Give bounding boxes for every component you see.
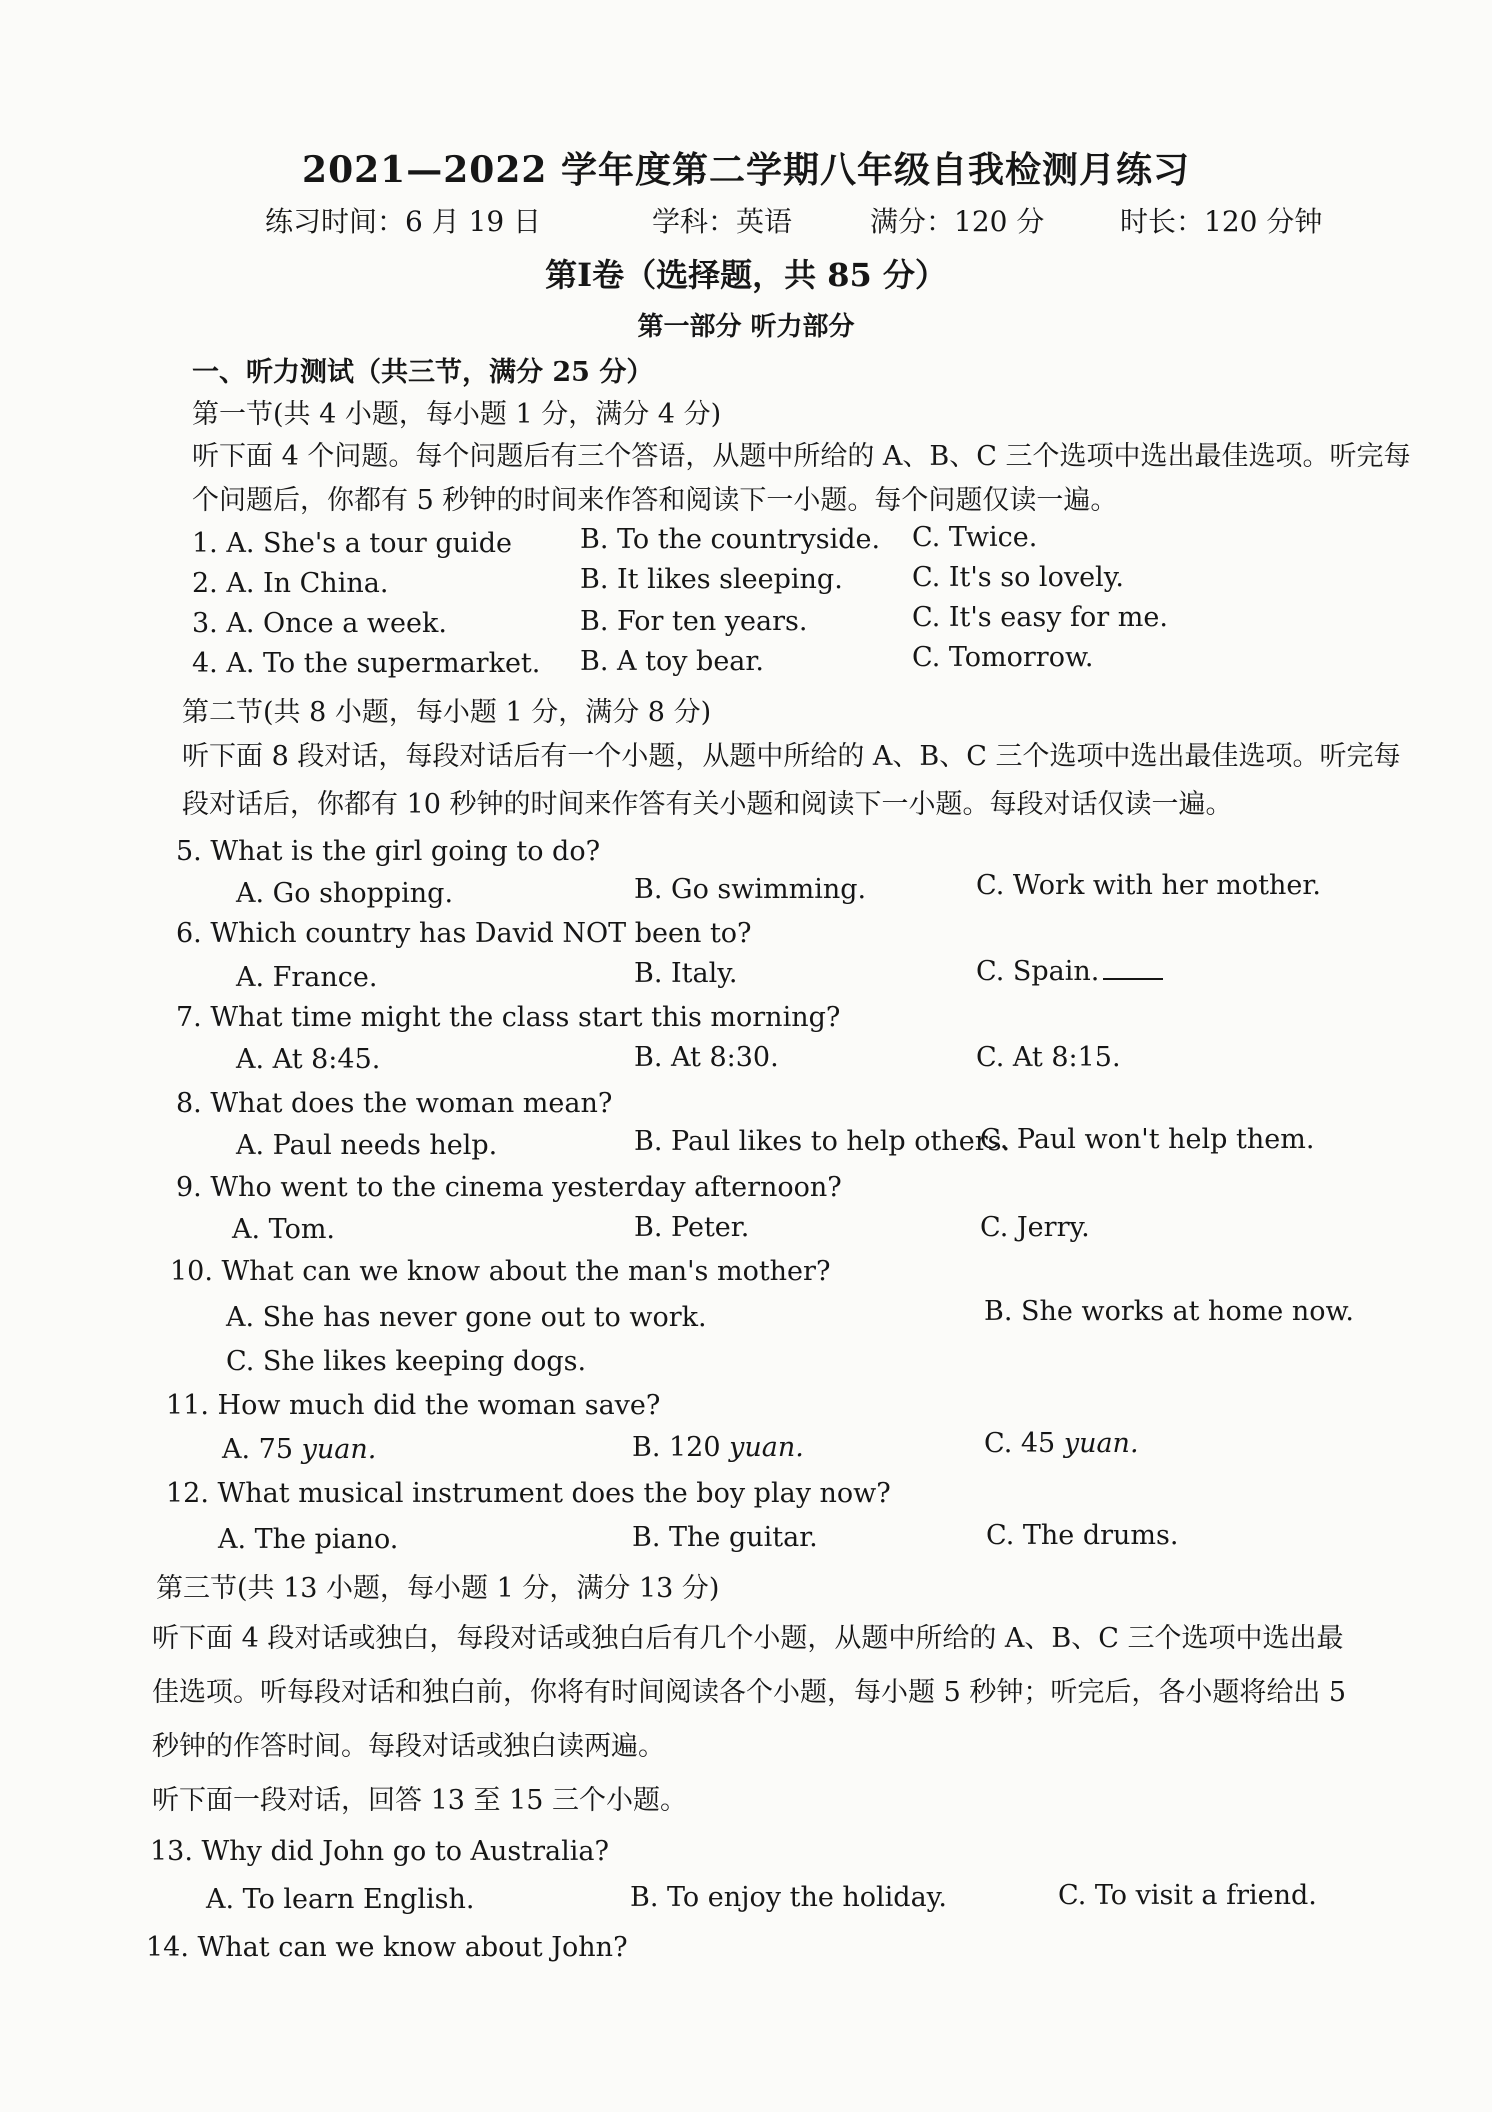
q9-option-b: B. Peter. <box>634 1212 750 1243</box>
q13-option-b: B. To enjoy the holiday. <box>630 1882 947 1913</box>
q14-question: 14. What can we know about John? <box>146 1932 628 1963</box>
q10-question: 10. What can we know about the man's mother? <box>170 1256 831 1287</box>
q7-question: 7. What time might the class start this morning? <box>176 1002 841 1033</box>
q12-question: 12. What musical instrument does the boy play now? <box>166 1478 891 1509</box>
q10-option-c: C. She likes keeping dogs. <box>226 1346 587 1377</box>
q9-question: 9. Who went to the cinema yesterday afternoon? <box>176 1172 842 1203</box>
q12-option-a: A. The piano. <box>218 1524 399 1555</box>
s1-heading: 第一节(共 4 小题，每小题 1 分，满分 4 分) <box>192 399 722 430</box>
q9-option-c: C. Jerry. <box>980 1212 1090 1243</box>
s2-heading: 第二节(共 8 小题，每小题 1 分，满分 8 分) <box>182 697 712 728</box>
exam-duration: 时长：120 分钟 <box>1120 205 1323 238</box>
q10-option-a: A. She has never gone out to work. <box>226 1302 707 1333</box>
q5-option-c: C. Work with her mother. <box>976 870 1321 901</box>
s1-instruction: 听下面 4 个问题。每个问题后有三个答语，从题中所给的 A、B、C 三个选项中选出最佳选项。听完每 <box>192 441 1411 472</box>
q11-option-b-value: B. 120 <box>632 1432 721 1463</box>
s2-instruction: 段对话后，你都有 10 秒钟的时间来作答有关小题和阅读下一小题。每段对话仅读一遍。 <box>182 789 1233 820</box>
s3-instruction: 听下面 4 段对话或独白，每段对话或独白后有几个小题，从题中所给的 A、B、C 三个选项中选出最 <box>152 1623 1344 1654</box>
q11-question: 11. How much did the woman save? <box>166 1390 661 1421</box>
q11-option-b-unit: yuan. <box>729 1432 804 1463</box>
q4-option-b: B. A toy bear. <box>580 646 764 677</box>
q8-question: 8. What does the woman mean? <box>176 1088 613 1119</box>
q2-option-c: C. It's so lovely. <box>912 562 1124 593</box>
q12-option-b: B. The guitar. <box>632 1522 818 1553</box>
q13-question: 13. Why did John go to Australia? <box>150 1836 609 1867</box>
q11-option-a-value: A. 75 <box>222 1434 294 1465</box>
q3-option-c: C. It's easy for me. <box>912 602 1168 633</box>
q11-option-a <box>222 1434 376 1465</box>
s1-instruction: 个问题后，你都有 5 秒钟的时间来作答和阅读下一小题。每个问题仅读一遍。 <box>192 485 1118 516</box>
q8-option-a: A. Paul needs help. <box>236 1130 498 1161</box>
q1-option-c: C. Twice. <box>912 522 1038 553</box>
exam-subject: 学科：英语 <box>652 205 793 238</box>
q11-option-b <box>632 1432 804 1463</box>
s2-instruction: 听下面 8 段对话，每段对话后有一个小题，从题中所给的 A、B、C 三个选项中选出最佳选项。听完每 <box>182 741 1401 772</box>
q1-option-a: 1. A. She's a tour guide <box>192 528 512 559</box>
q10-option-b: B. She works at home now. <box>984 1296 1354 1327</box>
s3-instruction: 听下面一段对话，回答 13 至 15 三个小题。 <box>152 1785 688 1816</box>
volume-heading: 第Ⅰ卷（选择题，共 85 分） <box>545 256 947 294</box>
q8-option-c: C. Paul won't help them. <box>980 1124 1315 1155</box>
s3-heading: 第三节(共 13 小题，每小题 1 分，满分 13 分) <box>156 1573 720 1604</box>
q3-option-b: B. For ten years. <box>580 606 808 637</box>
q8-option-b: B. Paul likes to help others. <box>634 1126 1011 1157</box>
q2-option-a: 2. A. In China. <box>192 568 389 599</box>
s3-instruction: 佳选项。听每段对话和独白前，你将有时间阅读各个小题，每小题 5 秒钟；听完后，各小题将给出 5 <box>152 1677 1347 1708</box>
q4-option-a: 4. A. To the supermarket. <box>192 648 541 679</box>
part-heading: 第一部分 听力部分 <box>637 312 855 342</box>
q13-option-a: A. To learn English. <box>206 1884 475 1915</box>
q5-question: 5. What is the girl going to do? <box>176 836 601 867</box>
q12-option-c: C. The drums. <box>986 1520 1179 1551</box>
q13-option-c: C. To visit a friend. <box>1058 1880 1317 1911</box>
q1-option-b: B. To the countryside. <box>580 524 881 555</box>
exam-date: 练习时间：6 月 19 日 <box>265 205 542 238</box>
q11-option-c-value: C. 45 <box>984 1428 1056 1459</box>
q6-option-c <box>976 956 1163 987</box>
q11-option-c-unit: yuan. <box>1063 1428 1139 1459</box>
q5-option-b: B. Go swimming. <box>634 874 867 905</box>
q6-option-b: B. Italy. <box>634 958 738 989</box>
q4-option-c: C. Tomorrow. <box>912 642 1094 673</box>
q7-option-b: B. At 8:30. <box>634 1042 779 1073</box>
section-heading: 一、听力测试（共三节，满分 25 分） <box>192 357 654 388</box>
q11-option-c <box>984 1428 1139 1459</box>
q7-option-c: C. At 8:15. <box>976 1042 1121 1073</box>
q11-option-a-unit: yuan. <box>301 1434 377 1465</box>
q6-option-c-text: C. Spain. <box>976 956 1100 987</box>
q9-option-a: A. Tom. <box>232 1214 336 1245</box>
q6-option-a: A. France. <box>236 962 378 993</box>
s3-instruction: 秒钟的作答时间。每段对话或独白读两遍。 <box>152 1731 665 1762</box>
q6-question: 6. Which country has David NOT been to? <box>176 918 752 949</box>
q7-option-a: A. At 8:45. <box>236 1044 381 1075</box>
answer-blank <box>1103 958 1163 980</box>
q5-option-a: A. Go shopping. <box>236 878 454 909</box>
exam-full-score: 满分：120 分 <box>870 205 1045 238</box>
q2-option-b: B. It likes sleeping. <box>580 564 843 595</box>
q3-option-a: 3. A. Once a week. <box>192 608 447 639</box>
exam-title: 2021—2022 学年度第二学期八年级自我检测月练习 <box>302 149 1190 191</box>
